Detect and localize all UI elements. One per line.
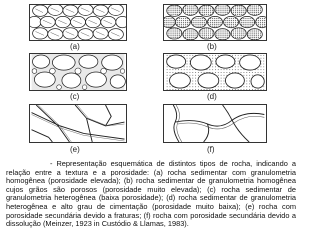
panel-c-drawing (30, 54, 126, 90)
panel-b-label: (b) (207, 42, 217, 51)
figure-caption (6, 160, 296, 229)
caption-text: - Representação esquemática de distintos tipos de rocha, indicando a relação entre a textura e a porosidade: (a) rocha sedimentar com granulometria homogênea (porosidade elevada); (b) rocha sedimentar de granulometria homogênea cujos grãos são porosos (porosidade muito elevada); (c) rocha sedimentar de granulometria heterogênea (baixa porosidade); (d) rocha sedimentar de granulometria heterogênea e alto grau de cimentação (porosidade muito baixa); (e) rocha com porosidade secundária devido a fraturas; (f) rocha com porosidade secundária devido a dissolução (Meinzer, 1923 in Custódio & Llamas, 1983). (6, 159, 296, 229)
panel-f-label: (f) (207, 145, 215, 154)
panel-c-heterogeneous-grains (29, 53, 127, 91)
panel-d-drawing (164, 54, 266, 90)
panel-d-label: (d) (207, 92, 217, 101)
panel-b-drawing (164, 5, 266, 40)
panel-e-drawing (30, 105, 126, 142)
panel-a-homogeneous-grains (29, 4, 127, 41)
panel-f-drawing (164, 105, 266, 142)
panel-c-label: (c) (70, 92, 80, 101)
panel-a-label: (a) (70, 42, 80, 51)
panel-d-cemented-grains (163, 53, 267, 91)
panel-a-drawing (30, 5, 126, 40)
panel-b-porous-grains (163, 4, 267, 41)
panel-f-dissolution-rock (163, 104, 267, 143)
panel-e-label: (e) (70, 145, 80, 154)
panel-e-fractured-rock (29, 104, 127, 143)
